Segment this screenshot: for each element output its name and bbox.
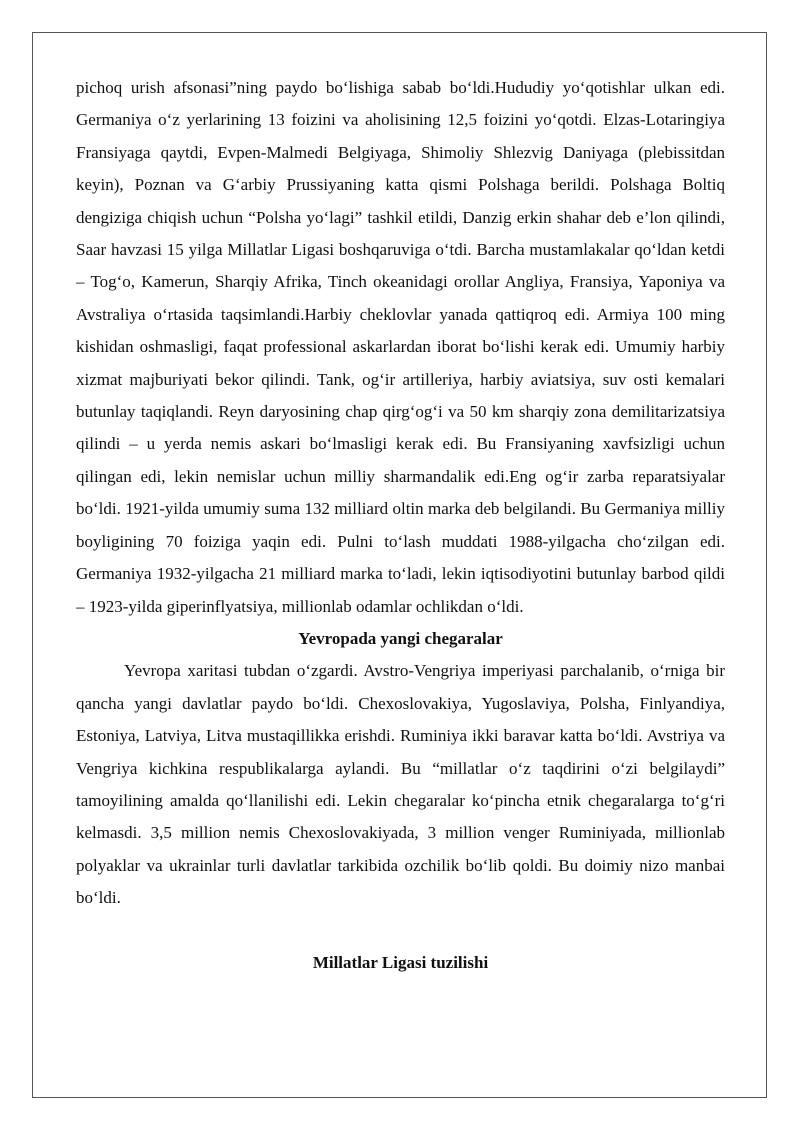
body-paragraph: Yevropa xaritasi tubdan o‘zgardi. Avstro-Vengriya imperiyasi parchalanib, o‘rniga bir qancha yangi davlatlar paydo bo‘ldi. Chexoslovakiya, Yugoslaviya, Polsha, Finlyandiya, Estoniya, Latviya, Litva mustaqillikka erishdi. Ruminiya ikki baravar katta bo‘ldi. Avstriya va Vengriya kichkina respublikalarga aylandi. Bu “millatlar o‘z taqdirini o‘zi belgilaydi” tamoyilining amalda qo‘llanilishi edi. Lekin chegaralar ko‘pincha etnik chegaralarga to‘g‘ri kelmasdi. 3,5 million nemis Chexoslovakiyada, 3 million venger Ruminiyada, millionlab polyaklar va ukrainlar turli davlatlar tarkibida ozchilik bo‘lib qoldi. Bu doimiy nizo manbai bo‘ldi. xyxy=(76,661,725,908)
section-heading: Yevropada yangi chegaralar xyxy=(298,628,503,648)
section-heading: Millatlar Ligasi tuzilishi xyxy=(312,952,489,972)
document-body xyxy=(76,72,725,979)
body-paragraph: pichoq urish afsonasi”ning paydo bo‘lishiga sabab bo‘ldi.Hududiy yo‘qotishlar ulkan edi. Germaniya o‘z yerlarining 13 foizini va aholisining 12,5 foizini yo‘qotdi. Elzas-Lotaringiya Fransiyaga qaytdi, Evpen-Malmedi Belgiyaga, Shimoliy Shlezvig Daniyaga (plebissitdan keyin), Poznan va G‘arbiy Prussiyaning katta qismi Polshaga berildi. Polshaga Boltiq dengiziga chiqish uchun “Polsha yo‘lagi” tashkil etildi, Danzig erkin shahar deb e’lon qilindi, Saar havzasi 15 yilga Millatlar Ligasi boshqaruviga o‘tdi. Barcha mustamlakalar qo‘ldan ketdi – Tog‘o, Kamerun, Sharqiy Afrika, Tinch okeanidagi orollar Angliya, Fransiya, Yaponiya va Avstraliya o‘rtasida taqsimlandi.Harbiy cheklovlar yanada qattiqroq edi. Armiya 100 ming kishidan oshmasligi, faqat professional askarlardan iborat bo‘lishi kerak edi. Umumiy harbiy xizmat majburiyati bekor qilindi. Tank, og‘ir artilleriya, harbiy aviatsiya, suv osti kemalari butunlay taqiqlandi. Reyn daryosining chap qirg‘og‘i va 50 km sharqiy zona demilitarizatsiya qilindi – u yerda nemis askari bo‘lmasligi kerak edi. Bu Fransiyaning xavfsizligi uchun qilingan edi, lekin nemislar uchun milliy sharmandalik edi.Eng og‘ir zarba reparatsiyalar bo‘ldi. 1921-yilda umumiy suma 132 milliard oltin marka deb belgilandi. Bu Germaniya milliy boyligining 70 foiziga yaqin edi. Pulni to‘lash muddati 1988-yilgacha cho‘zilgan edi. Germaniya 1932-yilgacha 21 milliard marka to‘ladi, lekin iqtisodiyotini butunlay barbod qildi – 1923-yilda giperinflyatsiya, millionlab odamlar ochlikdan o‘ldi. xyxy=(76,78,725,616)
